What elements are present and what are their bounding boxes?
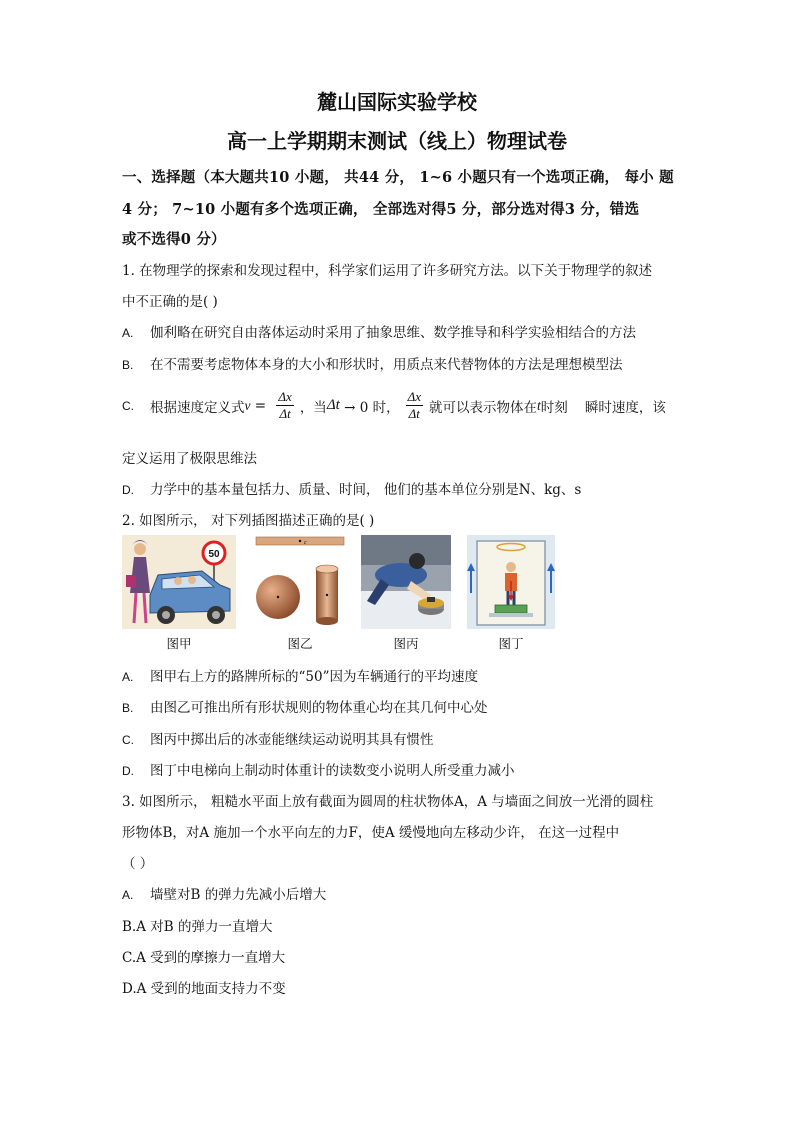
- option-label: B.: [122, 701, 134, 715]
- q1-option-a: [122, 321, 636, 341]
- q2-option-c: [122, 728, 434, 748]
- option-label: D.: [122, 483, 134, 497]
- q2-stem: 2. 如图所示， 对下列插图描述正确的是( ): [122, 513, 375, 529]
- option-text: 图丁中电梯向上制动时体重计的读数变小说明人所受重力减小: [150, 763, 515, 779]
- q1-stem-line1: 1. 在物理学的探索和发现过程中，科学家们运用了许多研究方法。以下关于物理学的叙述: [122, 263, 653, 279]
- q3-stem-line2: 形物体B，对A 施加一个水平向左的力F，使A 缓慢地向左移动少许， 在这一过程中: [122, 825, 620, 841]
- figure-jia-caption: 图甲: [166, 636, 192, 651]
- option-label: A.: [122, 326, 134, 340]
- figure-bing-image: [361, 535, 451, 629]
- section-heading-line1: 一、选择题（本大题共10 小题， 共44 分， 1~6 小题只有一个选项正确， 每小 题: [122, 169, 674, 186]
- fraction-numerator: Δx: [407, 389, 421, 404]
- elevator-scale-illustration: [467, 535, 555, 629]
- option-text: 图甲右上方的路牌所标的“50”因为车辆通行的平均速度: [150, 669, 478, 685]
- figure-bing-caption: 图丙: [393, 636, 419, 651]
- q1-option-c-line2: 定义运用了极限思维法: [122, 451, 257, 467]
- option-text: 由图乙可推出所有形状规则的物体重心均在其几何中心处: [150, 700, 488, 716]
- fraction-denominator: Δt: [279, 406, 291, 421]
- car-and-sign-illustration: [122, 535, 236, 629]
- q1-option-c: [122, 389, 666, 422]
- rod-ball-cylinder-illustration: [250, 535, 350, 629]
- q3-option-a: [122, 883, 326, 903]
- option-label: C.: [122, 398, 134, 413]
- figure-yi-caption: 图乙: [287, 636, 313, 651]
- fraction-numerator: Δx: [278, 389, 292, 404]
- figure-ding-image: [467, 535, 555, 629]
- option-text: 根据速度定义式: [150, 399, 245, 416]
- section-heading-line3: 或不选得0 分）: [122, 231, 226, 248]
- option-label: D.: [122, 764, 134, 778]
- option-label: C.: [122, 733, 134, 747]
- velocity-symbol: v: [244, 397, 251, 413]
- q1-option-b: [122, 353, 623, 373]
- option-label: A.: [122, 888, 134, 902]
- delta-t-symbol: Δt: [326, 397, 340, 413]
- option-text: ，当: [299, 399, 327, 416]
- equals-sign: =: [250, 397, 271, 414]
- option-text: 图丙中掷出后的冰壶能继续运动说明其具有惯性: [150, 732, 434, 748]
- figure-yi-image: [250, 535, 350, 629]
- option-text: 力学中的基本量包括力、质量、时间， 他们的基本单位分别是N、kg、s: [150, 482, 582, 498]
- option-text: 伽利略在研究自由落体运动时采用了抽象思维、数学推导和科学实验相结合的方法: [150, 325, 636, 341]
- q3-option-d: D.A 受到的地面支持力不变: [122, 981, 286, 997]
- q3-option-c: C.A 受到的摩擦力一直增大: [122, 950, 286, 966]
- option-label: B.: [122, 358, 134, 372]
- exam-title: 高一上学期期末测试（线上）物理试卷: [227, 129, 567, 153]
- q3-stem-line1: 3. 如图所示， 粗糙水平面上放有截面为圆周的柱状物体A，A 与墙面之间放一光滑的圆柱: [122, 794, 654, 810]
- option-text: 时刻 瞬时速度，该: [540, 399, 666, 416]
- option-text: 在不需要考虑物体本身的大小和形状时，用质点来代替物体的方法是理想模型法: [150, 357, 623, 373]
- q3-option-b: B.A 对B 的弹力一直增大: [122, 919, 273, 935]
- q1-stem-line2: 中不正确的是( ): [122, 294, 218, 310]
- fraction-denominator: Δt: [408, 406, 420, 421]
- figure-jia-image: [122, 535, 236, 629]
- q3-stem-line3: （ ）: [122, 856, 154, 872]
- option-text: 就可以表示物体在: [428, 399, 537, 416]
- option-label: A.: [122, 670, 134, 684]
- section-heading-line2: 4 分； 7~10 小题有多个选项正确， 全部选对得5 分，部分选对得3 分，错选: [122, 201, 640, 218]
- speed-sign-number: 50: [208, 549, 220, 560]
- q1-option-d: [122, 478, 581, 498]
- q2-option-d: [122, 759, 515, 779]
- time-symbol: t: [536, 397, 541, 413]
- curling-illustration: [361, 535, 451, 629]
- figure-ding-caption: 图丁: [498, 636, 524, 651]
- arrow-zero: → 0 时，: [339, 399, 400, 416]
- q2-option-b: [122, 696, 488, 716]
- option-text: 墙壁对B 的弹力先减小后增大: [150, 887, 327, 903]
- q2-option-a: [122, 665, 478, 685]
- svg-text:c: c: [304, 540, 307, 546]
- velocity-fraction-2: [406, 389, 423, 422]
- school-title: 麓山国际实验学校: [317, 90, 477, 114]
- velocity-fraction: [276, 389, 293, 422]
